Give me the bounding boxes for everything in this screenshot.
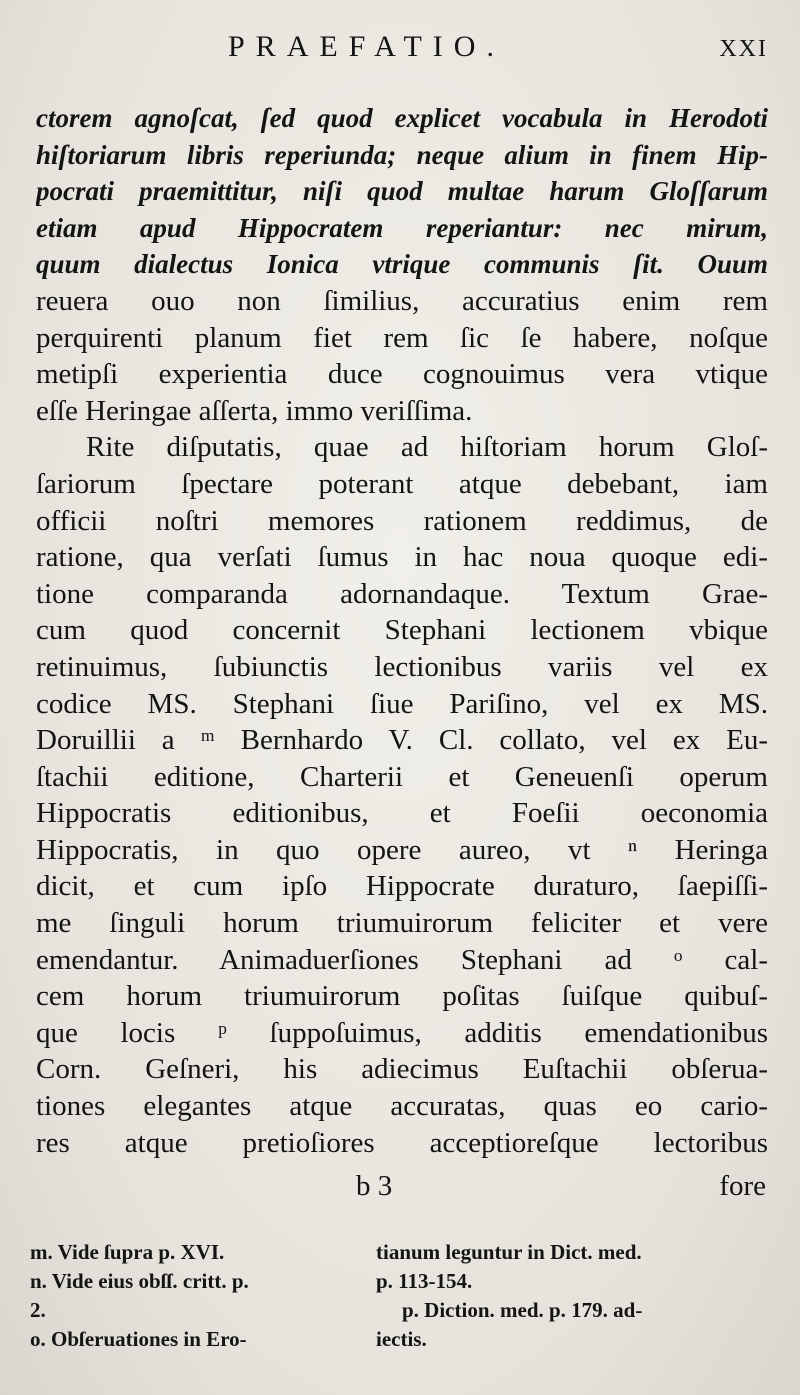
footnote-line: 2.: [30, 1298, 46, 1322]
text-line: officii noſtri memores rationem reddimus, de: [36, 504, 768, 537]
text-line: codice MS. Stephani ſiue Pariſino, vel ex MS.: [36, 687, 768, 720]
footnotes-left-column: [30, 1238, 370, 1354]
text-line: Doruillii a ᵐ Bernhardo V. Cl. collato, vel ex Eu-: [36, 724, 768, 757]
page-header: [0, 30, 800, 70]
footnote-line: tianum leguntur in Dict. med.: [376, 1240, 642, 1264]
text-line: que locis ᵖ ſuppoſuimus, additis emendationibus: [36, 1016, 768, 1049]
text-line: quum dialectus Ionica vtrique communis ſit. Ouum: [36, 249, 768, 280]
text-line: cem horum triumuirorum poſitas ſuiſque quibuſ-: [36, 980, 768, 1013]
text-line: tione comparanda adornandaque. Textum Grae-: [36, 577, 768, 610]
signature-mark: b 3: [356, 1170, 393, 1202]
body-text: [36, 100, 768, 1161]
text-line: eſſe Heringae aſſerta, immo veriſſima.: [36, 394, 473, 427]
footnote-line: n. Vide eius obſſ. critt. p.: [30, 1269, 249, 1293]
footnote-line: iectis.: [376, 1327, 427, 1351]
text-line: Corn. Geſneri, his adiecimus Euſtachii obſerua-: [36, 1053, 768, 1086]
text-line: ſariorum ſpectare poterant atque debebant, iam: [36, 467, 768, 500]
footnote-line: o. Obſeruationes in Ero-: [30, 1327, 247, 1351]
text-line: dicit, et cum ipſo Hippocrate duraturo, ſaepiſſi-: [36, 870, 768, 903]
text-line: reuera ouo non ſimilius, accuratius enim rem: [36, 284, 768, 317]
text-line: Hippocratis editionibus, et Foeſii oeconomia: [36, 797, 768, 830]
text-line: hiſtoriarum libris reperiunda; neque alium in finem Hip-: [36, 139, 768, 170]
text-line: perquirenti planum fiet rem ſic ſe habere, noſque: [36, 321, 768, 354]
text-line: me ſinguli horum triumuirorum feliciter et vere: [36, 907, 768, 940]
text-line: res atque pretioſiores acceptioreſque lectoribus: [36, 1126, 768, 1159]
text-line: tiones elegantes atque accuratas, quas eo cario-: [36, 1090, 768, 1123]
text-line: ratione, qua verſati ſumus in hac noua quoque edi-: [36, 541, 768, 574]
text-line: pocrati praemittitur, niſi quod multae harum Gloſſarum: [36, 176, 768, 207]
footnote-line: p. 113-154.: [376, 1269, 473, 1293]
text-line: etiam apud Hippocratem reperiantur: nec mirum,: [36, 212, 768, 243]
catchline: [36, 1170, 768, 1210]
footnotes-right-column: [376, 1238, 770, 1354]
running-title: PRAEFATIO.: [228, 30, 505, 63]
text-line: retinuimus, ſubiunctis lectionibus variis vel ex: [36, 650, 768, 683]
footnote-line: m. Vide ſupra p. XVI.: [30, 1240, 225, 1264]
text-line: emendantur. Animaduerſiones Stephani ad ᵒ cal-: [36, 943, 768, 976]
text-line: cum quod concernit Stephani lectionem vbique: [36, 614, 768, 647]
text-line: ctorem agnoſcat, ſed quod explicet vocabula in Herodoti: [36, 103, 768, 133]
catchword: fore: [719, 1170, 766, 1202]
text-line: ſtachii editione, Charterii et Geneuenſi operum: [36, 760, 768, 793]
text-line: Hippocratis, in quo opere aureo, vt ⁿ Heringa: [36, 833, 768, 866]
page-number: XXI: [719, 36, 768, 62]
footnote-line: p. Diction. med. p. 179. ad-: [402, 1298, 643, 1322]
text-line: metipſi experientia duce cognouimus vera vtique: [36, 358, 768, 391]
text-line: Rite diſputatis, quae ad hiſtoriam horum Gloſ-: [86, 431, 768, 464]
